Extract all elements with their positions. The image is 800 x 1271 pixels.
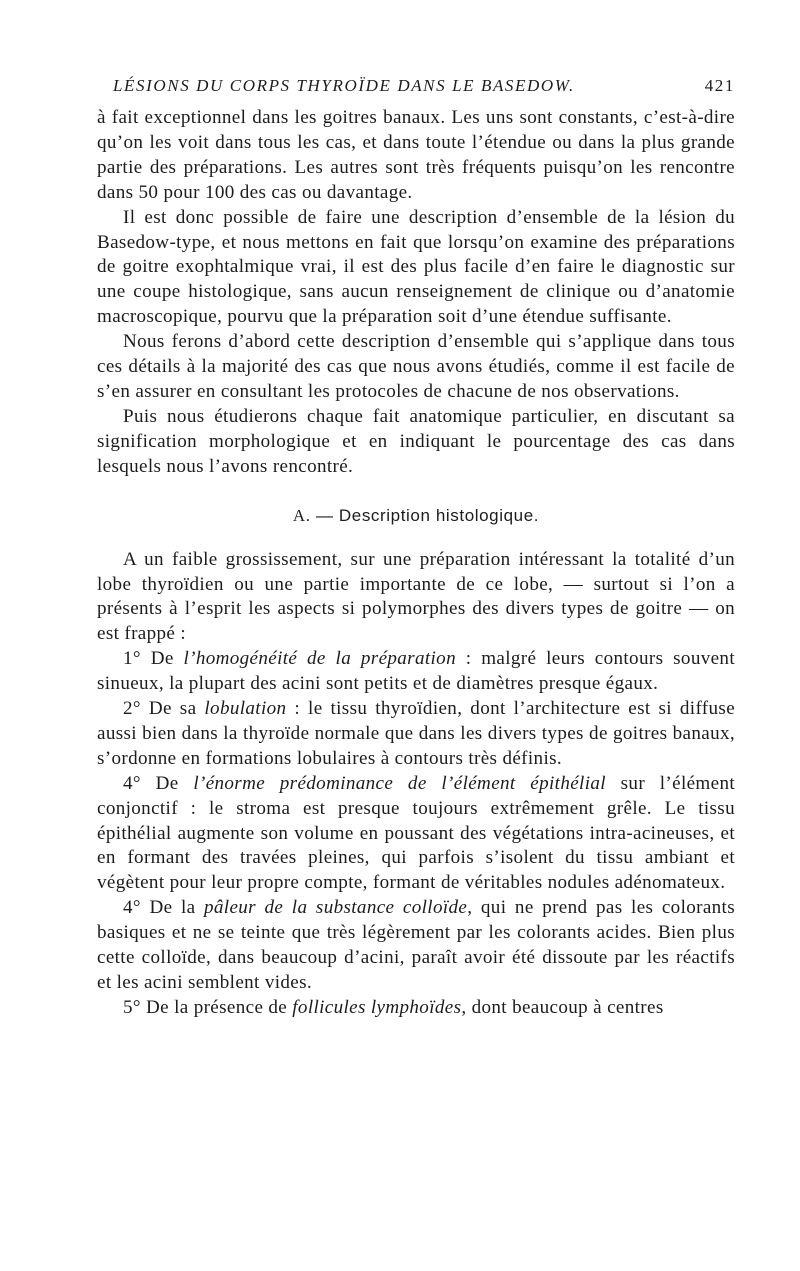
list-item-emphasis: follicules lymphoïdes	[292, 996, 462, 1018]
list-item-text: , dont beaucoup à centres	[461, 996, 664, 1018]
list-item-pre: De	[150, 648, 174, 670]
list-item-text: : le tissu thyroïdien, dont l’architecture est si diffuse aussi bien dans la thyroïde normale que dans les divers types de goitres banaux, s’ordonne en formations lobulaires à contours très définis.	[97, 698, 736, 769]
list-item-pre: De sa	[148, 698, 197, 720]
list-item-number: 5°	[123, 996, 141, 1018]
list-item-pre: De la	[149, 897, 196, 919]
list-item-number: 2°	[123, 698, 141, 720]
list-item	[97, 647, 735, 697]
paragraph: Nous ferons d’abord cette description d’ensemble qui s’applique dans tous ces détails à la majorité des cas que nous avons étudiés, comme il est facile de s’en assurer en consultant les protocoles de chacune de nos observations.	[97, 331, 735, 402]
list-item-number: 4°	[123, 772, 141, 794]
section-letter: A.	[292, 505, 311, 525]
section-dash: —	[315, 505, 334, 525]
running-title: LÉSIONS DU CORPS THYROÏDE DANS LE BASEDOW.	[113, 76, 575, 95]
list-item-text: , qui ne prend pas les colorants basiques et ne se teinte que très légèrement par les colorants acides. Bien plus cette colloïde, dans beaucoup d’acini, paraît avoir été dissoute par les réactifs et les acini semblent vides.	[97, 897, 735, 993]
section-heading	[97, 506, 735, 526]
list-item	[97, 996, 735, 1021]
list-item-emphasis: lobulation	[204, 698, 287, 720]
list-item-text: : malgré leurs contours souvent sinueux, la plupart des acini sont petits et de diamètres presque égaux.	[97, 648, 735, 695]
list-item	[97, 697, 735, 772]
list-item-text: sur l’élément conjonctif : le stroma est presque toujours extrêmement grêle. Le tissu épithélial augmente son volume en poussant des végétations intra-acineuses, et en formant des travées pleines, qui parfois s’isolent du tissu ambiant et végètent pour leur propre compte, formant de véritables nodules adénomateux.	[97, 772, 736, 894]
list-item-pre: De	[155, 772, 179, 794]
list-item-number: 4°	[123, 897, 141, 919]
list-item	[97, 772, 735, 897]
list-item-emphasis: pâleur de la substance colloïde	[204, 897, 468, 919]
document-page	[97, 76, 735, 1021]
paragraph: Il est donc possible de faire une description d’ensemble de la lésion du Basedow-type, et nous mettons en fait que lorsqu’on examine des préparations de goitre exophtalmique vrai, il est des plus facile d’en faire le diagnostic sur une coupe histologique, sans aucun renseignement de clinique ou d’anatomie macroscopique, pourvu que la préparation soit d’une étendue suffisante.	[97, 206, 735, 328]
paragraph: A un faible grossissement, sur une préparation intéressant la totalité d’un lobe thyroïdien ou une partie importante de ce lobe, — surtout si l’on a présents à l’esprit les aspects si polymorphes des divers types de goitre — on est frappé :	[97, 548, 735, 645]
list-item	[97, 896, 735, 996]
running-header	[97, 76, 735, 106]
paragraph: Puis nous étudierons chaque fait anatomique particulier, en discutant sa signification morphologique et en indiquant le pourcentage des cas dans lesquels nous l’avons rencontré.	[97, 405, 735, 477]
list-item-emphasis: l’énorme prédominance de l’élément épithélial	[193, 772, 606, 794]
list-item-emphasis: l’homogénéité de la préparation	[183, 648, 456, 670]
list-item-number: 1°	[123, 648, 141, 670]
section-title: Description histologique.	[338, 505, 540, 525]
paragraph-continued: à fait exceptionnel dans les goitres banaux. Les uns sont constants, c’est-à-dire qu’on les voit dans tous les cas, et dans toute l’étendue ou dans la plus grande partie des préparations. Les autres sont très fréquents puisqu’on les rencontre dans 50 pour 100 des cas ou davantage.	[97, 107, 735, 203]
list-item-pre: De la présence de	[146, 996, 288, 1018]
page-number: 421	[704, 76, 735, 95]
